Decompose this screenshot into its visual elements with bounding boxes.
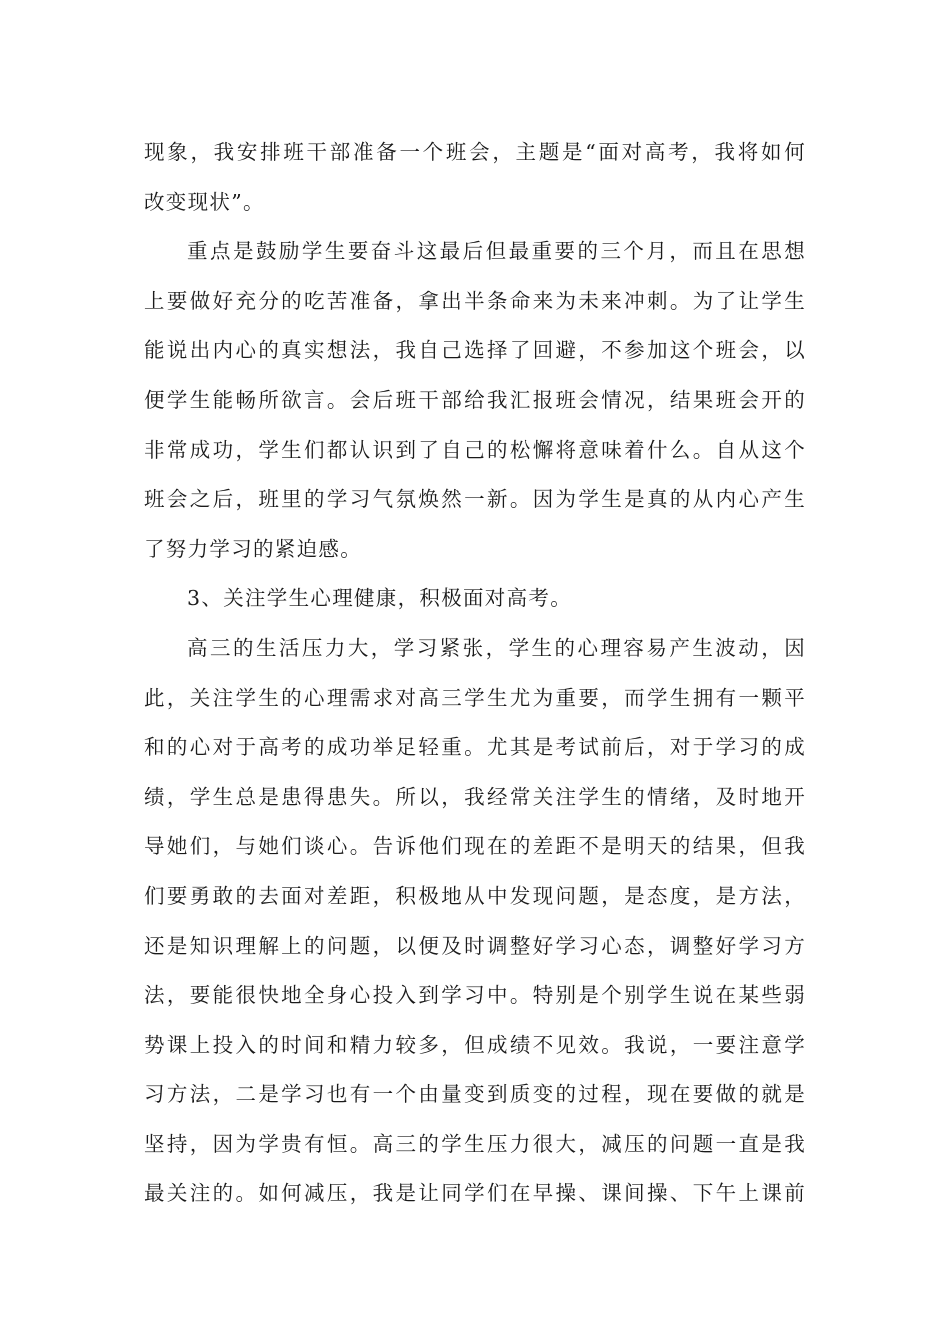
text-line: 习方法，二是学习也有一个由量变到质变的过程，现在要做的就是	[144, 1082, 806, 1107]
text-line: 导她们，与她们谈心。告诉他们现在的差距不是明天的结果，但我	[144, 834, 806, 859]
text-line: 重点是鼓励学生要奋斗这最后但最重要的三个月，而且在思想	[187, 239, 806, 264]
paragraph-p3	[144, 574, 806, 624]
text-line: 最关注的。如何减压，我是让同学们在早操、课间操、下午上课前	[144, 1181, 806, 1206]
text-line: 现象，我安排班干部准备一个班会，主题是“面对高考，我将如何	[144, 140, 806, 164]
text-line: 和的心对于高考的成功举足轻重。尤其是考试前后，对于学习的成	[144, 735, 806, 760]
text-line: 绩，学生总是患得患失。所以，我经常关注学生的情绪，及时地开	[144, 784, 806, 809]
text-line: 势课上投入的时间和精力较多，但成绩不见效。我说，一要注意学	[144, 1032, 806, 1057]
text-line: 改变现状”。	[144, 189, 265, 214]
paragraph-p2	[144, 227, 806, 574]
text-line: 坚持，因为学贵有恒。高三的学生压力很大，减压的问题一直是我	[144, 1131, 806, 1156]
text-line: 们要勇敢的去面对差距，积极地从中发现问题，是态度，是方法，	[144, 883, 806, 908]
text-line: 法，要能很快地全身心投入到学习中。特别是个别学生说在某些弱	[144, 983, 806, 1008]
text-line: 还是知识理解上的问题，以便及时调整好学习心态，调整好学习方	[144, 933, 806, 958]
text-line: 班会之后，班里的学习气氛焕然一新。因为学生是真的从内心产生	[144, 487, 806, 512]
document-page	[144, 128, 806, 1219]
text-line: 了努力学习的紧迫感。	[144, 536, 362, 561]
paragraph-p4	[144, 624, 806, 1219]
text-line: 此，关注学生的心理需求对高三学生尤为重要，而学生拥有一颗平	[144, 685, 806, 710]
text-line: 高三的生活压力大，学习紧张，学生的心理容易产生波动，因	[187, 635, 806, 660]
paragraph-p1	[144, 128, 806, 227]
text-line: 非常成功，学生们都认识到了自己的松懈将意味着什么。自从这个	[144, 437, 806, 462]
text-line: 3、关注学生心理健康，积极面对高考。	[187, 586, 572, 611]
text-line: 能说出内心的真实想法，我自己选择了回避，不参加这个班会，以	[144, 338, 806, 363]
text-line: 上要做好充分的吃苦准备，拿出半条命来为未来冲刺。为了让学生	[144, 288, 806, 313]
text-line: 便学生能畅所欲言。会后班干部给我汇报班会情况，结果班会开的	[144, 387, 806, 412]
